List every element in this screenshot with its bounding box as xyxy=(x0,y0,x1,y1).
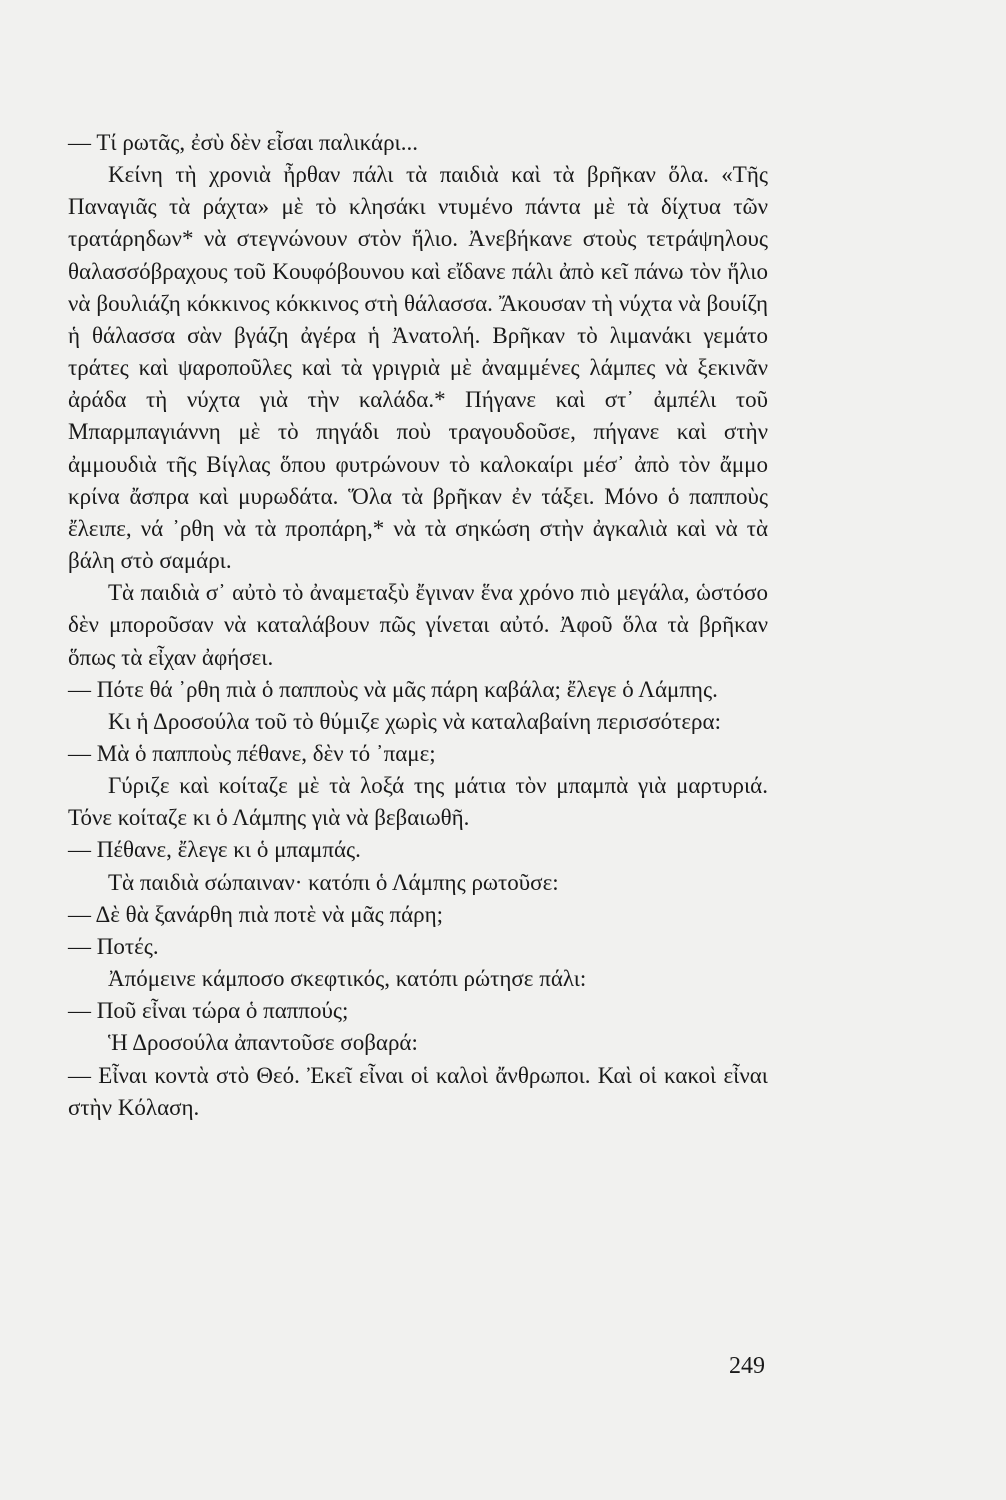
paragraph: Τὰ παιδιὰ σ᾿ αὐτὸ τὸ ἀναμεταξὺ ἔγιναν ἕνα χρόνο πιὸ μεγάλα, ὡστόσο δὲν μποροῦσαν νὰ καταλάβουν πῶς γίνεται αὐτό. Ἀφοῦ ὅλα τὰ βρῆκαν ὅπως τὰ εἶχαν ἀφήσει. xyxy=(68,580,768,670)
paragraph: Τὰ παιδιὰ σώπαιναν· κατόπι ὁ Λάμπης ρωτοῦσε: xyxy=(108,869,559,895)
paragraph: — Εἶναι κοντὰ στὸ Θεό. Ἐκεῖ εἶναι οἱ καλοὶ ἄνθρωποι. Καὶ οἱ κακοὶ εἶναι στὴν Κόλαση. xyxy=(68,1062,768,1120)
paragraph: — Πέθανε, ἔλεγε κι ὁ μπαμπάς. xyxy=(68,837,361,863)
body-text xyxy=(68,127,768,1124)
paragraph: — Μὰ ὁ παπποὺς πέθανε, δὲν τό ᾿παμε; xyxy=(68,740,436,766)
paragraph: Ἀπόμεινε κάμποσο σκεφτικός, κατόπι ρώτησε πάλι: xyxy=(108,966,587,992)
paragraph: Γύριζε καὶ κοίταζε μὲ τὰ λοξά της μάτια τὸν μπαμπὰ γιὰ μαρτυριά. Τόνε κοίταζε κι ὁ Λάμπης γιὰ νὰ βεβαιωθῆ. xyxy=(68,773,768,831)
paragraph: — Πότε θά ᾿ρθη πιὰ ὁ παπποὺς νὰ μᾶς πάρη καβάλα; ἔλεγε ὁ Λάμπης. xyxy=(68,676,718,702)
paragraph: — Ποῦ εἶναι τώρα ὁ παππούς; xyxy=(68,998,349,1024)
page-number: 249 xyxy=(729,1353,765,1379)
paragraph: Κείνη τὴ χρονιὰ ἦρθαν πάλι τὰ παιδιὰ καὶ τὰ βρῆκαν ὅλα. «Τῆς Παναγιᾶς τὰ ράχτα» μὲ τὸ κλησάκι ντυμένο πάντα μὲ τὰ δίχτυα τῶν τρατάρηδων* νὰ στεγνώνουν στὸν ἥλιο. Ἀνεβήκανε στοὺς τετράψηλους θαλασσόβραχους τοῦ Κουφόβουνου καὶ εἴδανε πάλι ἀπὸ κεῖ πάνω τὸν ἥλιο νὰ βουλιάζη κόκκινος κόκκινος στὴ θάλασσα. Ἄκουσαν τὴ νύχτα νὰ βουίζη ἡ θάλασσα σὰν βγάζη ἀγέρα ἡ Ἀνατολή. Βρῆκαν τὸ λιμανάκι γεμάτο τράτες καὶ ψαροποῦλες καὶ τὰ γριγριὰ μὲ ἀναμμένες λάμπες νὰ ξεκινᾶν ἀράδα τὴ νύχτα γιὰ τὴν καλάδα.* Πήγανε καὶ στ᾿ ἀμπέλι τοῦ Μπαρμπαγιάννη μὲ τὸ πηγάδι ποὺ τραγουδοῦσε, πήγανε καὶ στὴν ἀμμουδιὰ τῆς Βίγλας ὅπου φυτρώνουν τὸ καλοκαίρι μέσ᾿ ἀπὸ τὸν ἄμμο κρίνα ἄσπρα καὶ μυρωδάτα. Ὅλα τὰ βρῆκαν ἐν τάξει. Μόνο ὁ παπποὺς ἔλειπε, νά ᾿ρθη νὰ τὰ προπάρη,* νὰ τὰ σηκώση στὴν ἀγκαλιὰ καὶ νὰ τὰ βάλη στὸ σαμάρι. xyxy=(68,162,768,574)
paragraph: Κι ἡ Δροσούλα τοῦ τὸ θύμιζε χωρὶς νὰ καταλαβαίνη περισσότερα: xyxy=(108,708,721,734)
paragraph: Ἡ Δροσούλα ἀπαντοῦσε σοβαρά: xyxy=(108,1030,418,1056)
paragraph: — Τί ρωτᾶς, ἐσὺ δὲν εἶσαι παλικάρι... xyxy=(68,130,418,155)
paragraph: — Δὲ θὰ ξανάρθη πιὰ ποτὲ νὰ μᾶς πάρη; xyxy=(68,901,444,927)
paragraph: — Ποτές. xyxy=(68,933,159,959)
